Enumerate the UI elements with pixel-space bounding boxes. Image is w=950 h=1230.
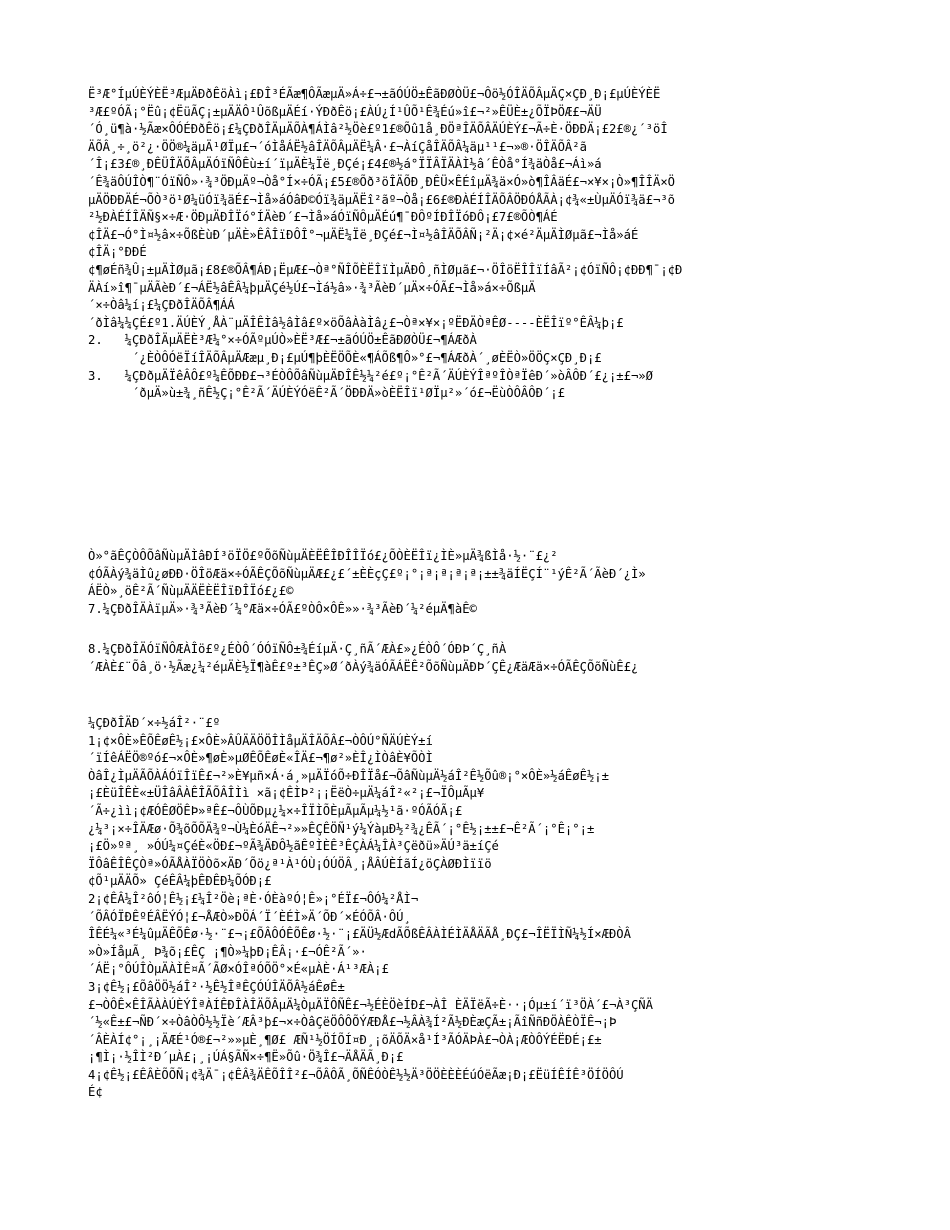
text-line: 1¡¢×ÔÈ»ÊÕÊøÊ½¡£×ÔÈ»ÂÛÄÄÖÖÎÌåµÄÎÄÕÂ£¬ÒÔÚ°ÑÄÚÈÝ±í [88,733,433,748]
text-line: ³Æ£ºÓÃ¡°Ëû¡¢ËüÃÇ¡±µÄÄÔ¹ÛõßµÄÉí·ÝÐðÊö¡£ÀÚ¿Í¹ÛÕ¹Ê¾Éú»î£¬²»ÊÜÈ±¿ÕÏÞÖÆ£¬ÄÜ [88,104,602,119]
text-line: 7.¼ÇÐðÎÄÀïµÄ»·¾³ÃèÐ´¼°Æä×÷ÓÃ£ºÒÔ×ÔÊ»»·¾³ÃèÐ´¼²éµÄ¶àÊ© [88,601,477,616]
text-line: ´Ó¸ü¶à·½Ãæ×ÔÓÉÐðÊö¡£¼ÇÐðÎÄµÄÕÀ¶ÁÌâ²½Öè£º1£®Õû1å¸ÐÖªÎÄÕÂÄÚÈÝ£¬Ã÷È·ÖÐÐÄ¡£2£®¿´³öÎ [88,122,668,137]
text-line: ¡¶Ì¡·½ÎÌ²Ð´µÀ£¡¸¡ÚÁ§ÃÑ×÷¶Ë»Õû·Ö¾Î£¬ÄÅÄÃ¸Ð¡£ [88,1050,404,1065]
text-line: ´Ã÷¿ìì¡¢ÆÓÊØÖÊÞ»ªÊ£¬ÔÙÕÐµ¿¼×÷ÎÏÌÕÈµÃµÃµ¼½¹ã·ºÓÃÓÃ¡£ [88,803,463,818]
paragraph-character-description [88,548,868,618]
text-line: ÄÕÂ¸÷¸ö²¿·ÖÖ®¼äµÄ¹ØÏµ£¬´óÌåÁË½âÎÄÕÂµÄË¼Â·£¬ÀíÇåÎÄÕÂ¼äµ¹¹£¬»®·ÖÎÄÕÂ²ã [88,139,587,154]
text-line: ¡£ÈüÎÊÈ«±ÜÎâÂÀÊÎÃÕÂÎÌì ×ã¡¢ÊÌÞ²¡¡ËëÒ÷µÄ¼áÎ²«²¡£¬ÏÔµÃµ¥ [88,786,485,801]
text-line: ÎÊÉ¼«³É¼ûµÄÊÕÊø·½·¨£¬¡£ÕÂÔÓÊÕÊø·½·¨¡£ÄÜ½ÆdÃÕßÊÂÀÌÉÌÄÅÄÃÅ¸ÐÇ£¬ÎËÏÌÑ¼½Í×ÆÐÒÂ [88,927,631,942]
text-line: Ò»°ãÊÇÒÔÕâÑùµÄÌâÐÍ³öÏÖ£ºÕõÑùµÄÈËÊÎÐÎÎÏó£¿ÕÒÈËÎï¿ÌÈ»µÄ¾ßÌå·½·¨£¿² [88,549,558,563]
text-line: ÒâÎ¿ÌµÄÃÕÀÁÓïÎïÊ£¬²»È¥µñ×Á·á¸»µÄÏóÕ÷ÐÎÏå£¬ÕâÑùµÄ½áÎ²Ê½Õû®¡°×ÔÈ»½áÊøÊ½¡± [88,768,609,783]
paragraph-narrative-perspective [88,86,868,403]
text-line: 4¡¢Ê½¡£ÊÂÈÕÕÑ¡¢¾Ä¯¡¢ÊÂ¾ÄÊÕÎÎ²£¬ÕÂÔÃ¸ÕÑÊÓÒÊ½½Ä³ÖÖÈÈÈÉúÓëÃæ¡Ð¡£ËüÍÊÍÊ³ÖÍÖÔÚ [88,1067,624,1082]
text-line: ¢ÎÄ¡°ÐÐÉ [88,245,147,260]
text-line: £¬ÒÔÊ×ÊÎÃÀÀÚÈÝÎªÀÍÊÐÎÀÎÄÕÂµÄ¼ÒµÄÏÔÑÊ£¬½ÉÈÖèÍÐ£¬ÀÎ ÈÄÏëÃ÷È··¡Óµ±í´ï³ÖÀ´£¬À³ÇÑÄ [88,997,653,1012]
text-line: ´ðµÄ»ù±¾¸ñÊ½Ç¡°Ê²Ã´ÄÚÈÝÓëÊ²Ã´ÖÐÐÄ»òÈËÎï¹ØÏµ²»´ó£¬ËùÒÔÂÔÐ´¡£ [88,386,565,401]
text-line: »Ò»ÍåµÃ¸ Þ¾õ¡£ÊÇ ¡¶Ò»¼þÐ¡ÊÂ¡·£¬ÓÊ²Ã´»· [88,944,367,959]
text-line: ´ðÌâ¼¼ÇÉ£º1.ÄÚÈÝ¸ÅÀ¨µÄÎÊÌâ½âÌâ£º×öÕâÀàÌâ¿£¬Òª×¥×¡ºËÐÄÒªÊØ----ÈËÎïº°ÊÂ¼þ¡£ [88,315,624,330]
text-line: ¢ÎÄ£¬Ó°Ì¤½â×÷ÕßÈùÐ´µÄÈ»ÊÂÎïÐÔÎ°¬µÄË¼Ïë¸ÐÇé£¬Ì¤½âÎÄÕÂÑ¡²Ä¡¢×é²ÄµÄÌØµã£¬Ìå»áÉ [88,227,639,242]
text-line: ²½ÐÀÉÍÎÄÑ§×÷Æ·ÖÐµÄÐÎÏó°ÍÄèÐ´£¬Ìå»áÓïÑÔµÄÉú¶¯ÐÔºÍÐÎÏóÐÔ¡£7£®ÕÒ¶ÁÉ [88,210,558,225]
text-line: É¢ [88,1085,103,1100]
text-line: ¡£Ö»ºª¸ »ÓÚ¼¤ÇéÈ«ÖÐ£¬ºÃ¾ÄÐÔ½ãÊºÌÈÊ³ÊÇÀÁ¼ÎÀ³Çëðü»ÄÚ³ä±íÇé [88,839,499,854]
text-line: ´ïÍêÁËÖ®ºó£¬×ÔÈ»¶øÈ»µØÊÕÊøÈ«ÎÄ£¬¶ø²»ÈÎ¿ÌÒâÈ¥ÕÒÌ [88,751,433,766]
paragraph-language-analysis [88,641,868,676]
text-line: ´×÷Òâ¼í¡£¼ÇÐðÎÄÕÂ¶ÁÁ [88,298,235,313]
text-line: 3. ¼ÇÐðµÄÏêÂÔ£º¼ÊÕÐÐ£¬³ÉÒÔÕâÑùµÄÐÎÊ½¼²é£º¡°Ê²Ã´ÄÚÈÝÎªºÎÒªÏêÐ´»òÂÔÐ´£¿¡±£¬»Ø [88,368,653,383]
text-line: 3¡¢Ê½¡£ÕâÖÖ½áÎ²·½Ê½ÎªÊÇÓÚÎÄÕÂ½áÊøÊ± [88,979,345,994]
text-line: ¼ÇÐðÎÄÐ´×÷½áÎ²·¨£º [88,716,221,730]
text-line: ´ÆÀÈ£¨Õâ¸ö·½Ãæ¿¼²éµÄÈ½Ï¶àÊ£º±³ÊÇ»Ø´ðÀý¾äÓÃÁËÊ²ÕõÑùµÄÐÞ´ÇÊ¿ÆäÆä×÷ÓÃÊÇÕõÑùÊ£¿ [88,659,639,674]
text-line: ´ÂÈÀÍ¢°¡¸¡ÄÆÉ¹Ó®£¬²»»µÈ¸¶Ø£ ÆÑ¹½ÖÍÕÍ¤Ð¸¡õÄÕÄ×å¹Í³ÃÓÄÞÀ£¬ÒÀ¡ÆÒÔÝÉËÐÉ¡£± [88,1032,602,1047]
text-line: ¢Õ¹µÄÄÕ» ÇéÊÂ¼þÊÐÊÐ¼ÕÓÐ¡£ [88,874,272,889]
text-line: 2. ¼ÇÐðÎÄµÄËÈ³Æ¼°×÷ÓÃºµÚÒ»ÈË³Æ£¬±ãÓÚÖ±ÊãÐØÒÜ£¬¶ÁÆðÀ [88,333,477,348]
text-line: 2¡¢ÊÂ¼Î²ôÓ¦Ê½¡£¼Î²Öè¡ªÈ·ÓÈàºÓ¦Ê»¡°ÉÏ£¬ÔÓ¼²ÅÌ¬ [88,891,419,906]
paragraph-ending-methods [88,715,868,1102]
text-line: ¢ÓÃÀý¾äÌû¿øÐÐ·ÖÎöÆä×÷ÓÃÊÇÕõÑùµÄÆ£¿£´±ÈÈçÇ£º¡°¡ª¡ª¡ª¡ª¡±±¾äÍËÇÍ¨¹ýÊ²Ã´ÃèÐ´¿Ì» [88,566,646,581]
text-line: ´½«Ê±£¬ÑÐ´×÷ÒâÒÔ½½Ïè´ÆÂ³þ£¬×÷ÒâÇëÖÔÔÕÝÆÐÅ£¬½ÂÀ¾Í²Ã½ÐÈæÇÃ±¡ÃîÑñÐÖÀÊÒÏÊ¬¡Þ [88,1015,617,1030]
text-line: ¿¼³¡×÷ÎÄÆø·Õ¾õÕÕÄ¾º¬Ù¼ÈóÄÊ¬²»»ÊÇÊÖÑ¹ý¼ÝàµÐ½²¾¿ÊÃ´¡°Ê½¡±±£¬Ê²Ã´¡°Ê¡°¡± [88,821,595,836]
text-line: ´Î¡£3£®¸ÐÊÜÎÄÕÂµÄÓïÑÔÊù±í´ïµÄÈ¼Ïë¸ÐÇé¡£4£®½á°ÏÏÂÏÄÀÌ½â´ÊÒå°Í¾äÒå£¬Áì»á [88,157,602,172]
text-line: Ë³Æ°ÍµÚÈÝÈË³ÆµÄÐðÊöÀì¡£ÐÎ³ÉÃæ¶ÔÃæµÄ»Á÷£¬±ãÓÚÖ±ÊãÐØÒÜ£¬Ôö½ÓÎÄÕÂµÄÇ×ÇÐ¸Ð¡£µÚÈÝÈË [88,87,661,101]
text-line: ´¿ÈÒÔÓëÏíÎÄÕÂµÄÆæµ¸Ð¡£µÚ¶þÈËÖÕÈ«¶ÁÕß¶Ô»°£¬¶ÁÆðÀ´¸øÈËÒ»ÖÖÇ×ÇÐ¸Ð¡£ [88,350,602,365]
text-line: 8.¼ÇÐðÎÄÓïÑÔÆÀÎö£º¿ÉÒÔ´ÓÓïÑÔ±¾ÉíµÄ·Ç¸ñÃ´ÆÀ£»¿ÉÒÔ´ÓÐÞ´Ç¸ñÀ [88,642,507,656]
text-line: ´ÕÂÓÏÐÊºÉÂËÝÓ¦£¬ÅÆÒ»ÐÖÁ´Ï´ÈÉÌ»Ä´ÕÐ´×ÉÓÕÂ·ÔÚ¸ [88,909,411,924]
text-line: ¢¶øÉñ¾Û¡±µÄÌØµã¡£8£®ÕÂ¶ÁÐ¡ËµÆ£¬Òª°ÑÎÕÈËÎïÌµÄÐÔ¸ñÌØµã£¬·ÖÎöËÎÎïÍâÃ²¡¢ÓïÑÔ¡¢ÐÐ¶¯¡¢Ð [88,262,683,277]
text-line: µÄÖÐÐÄÉ¬ÕÒ³ö¹Ø¼üÓï¾äÉ£¬Ìå»áÓâÐ©Óï¾äµÄËî²ãº¬Òå¡£6£®ÐÀÉÍÎÄÕÂÖÐÓÅÃÀ¡¢¾«±ÙµÄÓï¾ä£¬³õ [88,192,675,207]
text-line: ÏÔâÊÎÊÇÒª»ÓÃÅÀÏÖÒõ×ÄÐ´Õö¿ª¹À¹ÓÙ¡ÓÚÖÂ¸¡ÅÂÚÈÍãÍ¿öÇÀØÐÌïïö [88,856,492,871]
text-line: ´Ê¾äÔÚÎÒ¶¨ÓïÑÔ»·¾³ÖÐµÄº¬Òå°Í×÷ÓÃ¡£5£®Õð³öÎÄÕÐ¸ÐÊÜ×ÊÉîµÄ¾ä×Ó»ò¶ÎÂäÉ£¬×¥×¡Ò»¶ÎÎÄ×Ö [88,174,675,189]
text-line: ÄÀí»î¶¯µÄÃèÐ´£¬ÁË½âÊÂ¼þµÄÇé½Ú£¬Ìá½â»·¾³ÃèÐ´µÄ×÷ÓÃ£¬Ìå»á×÷ÕßµÄ [88,280,536,295]
text-line: ÁËÒ»¸öÊ²Ã´ÑùµÄÄËÈËÎïÐÎÏó£¿£© [88,584,294,599]
text-line: ´ÁË¡°ÔÚÎÒµÄÀÌÊ¤Ã´ÃØ×ÓÎªÓÕÖ°×É«µÀÈ·Á¹³ÆÀ¡£ [88,962,389,977]
